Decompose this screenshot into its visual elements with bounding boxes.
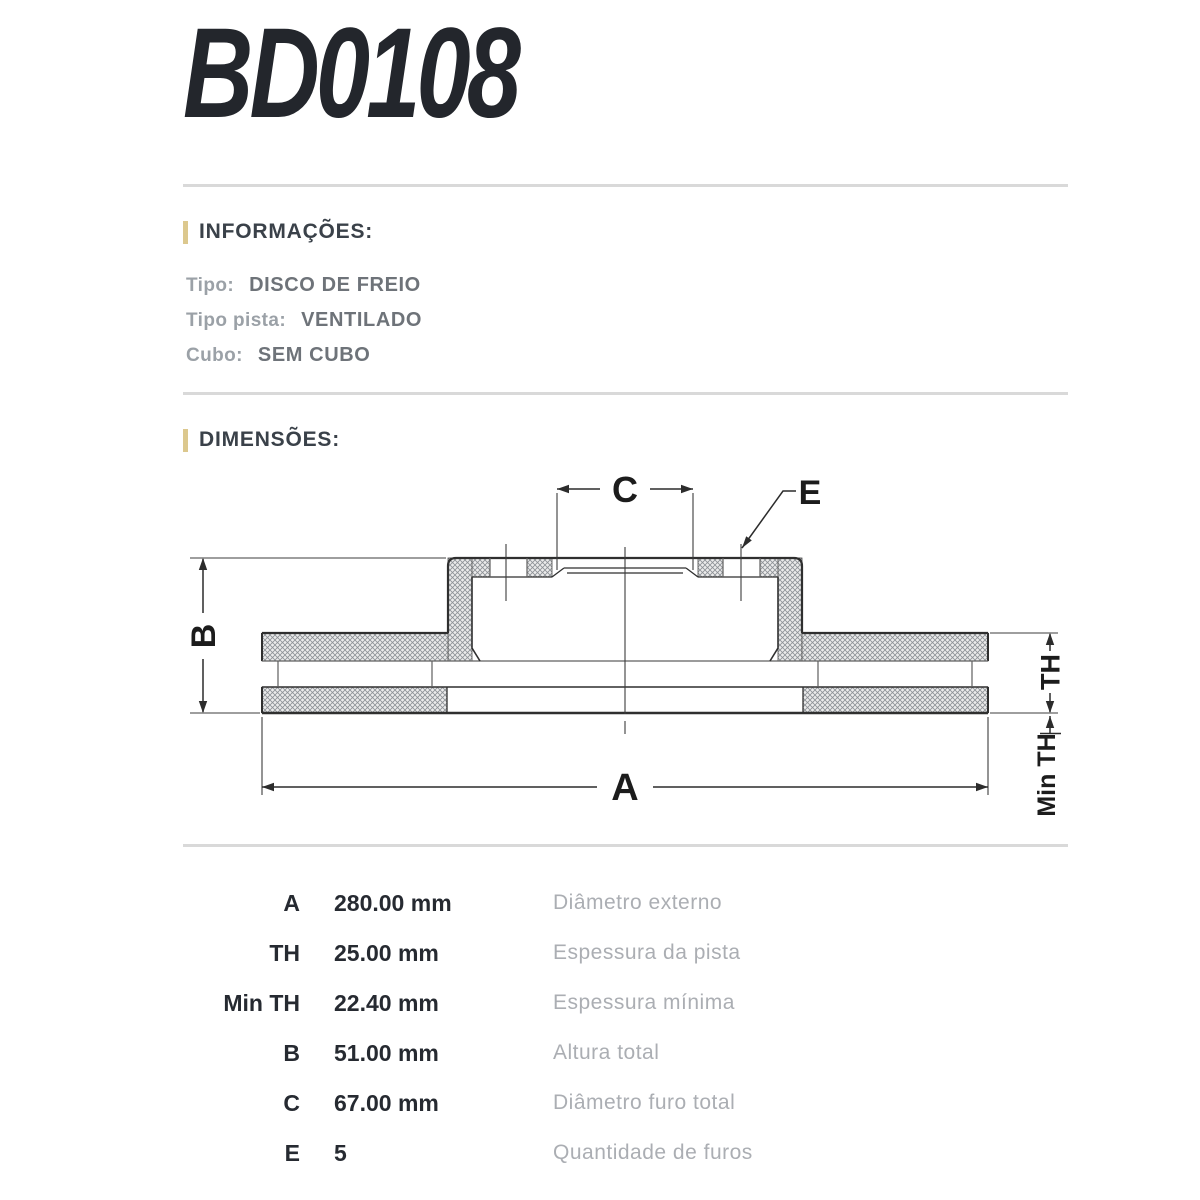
- hatch-region: [803, 687, 988, 713]
- hatch-region: [262, 633, 448, 661]
- table-row: [150, 1028, 1068, 1078]
- dim-description: Quantidade de furos: [553, 1141, 753, 1164]
- informacoes-heading-text: INFORMAÇÕES:: [199, 220, 374, 243]
- table-row: [150, 978, 1068, 1028]
- dimension-label-min-th: Min TH: [1033, 733, 1061, 817]
- brake-disc-cross-section-diagram: [150, 460, 1100, 850]
- hatch-region: [262, 687, 447, 713]
- info-value: VENTILADO: [301, 309, 423, 331]
- dim-description: Diâmetro furo total: [553, 1091, 736, 1114]
- dim-value: 22.40 mm: [334, 989, 439, 1016]
- table-row: [150, 1078, 1068, 1128]
- dim-value: 25.00 mm: [334, 939, 439, 966]
- table-row: [150, 1128, 1068, 1178]
- dim-key: C: [283, 1089, 300, 1116]
- info-value: SEM CUBO: [257, 344, 371, 366]
- dimensoes-section-heading: [183, 427, 340, 453]
- dimension-label-a: A: [611, 767, 639, 809]
- table-row: [150, 928, 1068, 978]
- dim-description: Diâmetro externo: [553, 891, 723, 914]
- dim-value: 51.00 mm: [334, 1039, 439, 1066]
- dimension-e: [742, 474, 821, 548]
- dim-description: Altura total: [553, 1041, 660, 1064]
- hatch-region: [698, 558, 723, 577]
- info-row-tipo-pista: [186, 303, 422, 338]
- dimensions-table: [150, 878, 1068, 1178]
- divider: [183, 844, 1068, 847]
- accent-bar: [183, 429, 188, 452]
- dimension-label-e: E: [798, 474, 822, 512]
- dimensoes-heading-text: DIMENSÕES:: [199, 428, 341, 451]
- divider: [183, 392, 1068, 395]
- dimension-label-c: C: [612, 469, 638, 510]
- hatch-region: [527, 558, 552, 577]
- dimension-th: [990, 633, 1066, 713]
- info-row-cubo: [186, 338, 422, 373]
- dim-key: E: [284, 1139, 300, 1166]
- dim-value: 280.00 mm: [334, 889, 452, 916]
- dimension-label-th: TH: [1035, 654, 1066, 690]
- dim-description: Espessura da pista: [553, 941, 741, 964]
- table-row: [150, 878, 1068, 928]
- hatch-region: [448, 558, 472, 661]
- dim-key: A: [283, 889, 300, 916]
- info-label: Tipo pista:: [186, 309, 287, 331]
- info-label: Cubo:: [186, 344, 243, 366]
- accent-bar: [183, 221, 188, 244]
- hatch-region: [778, 558, 802, 661]
- informacoes-section-heading: [183, 219, 373, 245]
- dim-key: TH: [269, 939, 300, 966]
- divider: [183, 184, 1068, 187]
- info-row-tipo: [186, 268, 422, 303]
- dimension-label-b: B: [185, 623, 224, 649]
- hatch-region: [802, 633, 988, 661]
- dim-value: 67.00 mm: [334, 1089, 439, 1116]
- info-value: DISCO DE FREIO: [249, 274, 421, 296]
- dim-key: Min TH: [223, 989, 300, 1016]
- dim-description: Espessura mínima: [553, 991, 735, 1014]
- info-label: Tipo:: [186, 274, 235, 296]
- dim-value: 5: [334, 1139, 347, 1166]
- informacoes-rows: [186, 268, 422, 373]
- page-title: BD0108: [183, 2, 518, 145]
- dimension-min-th: [1033, 716, 1061, 817]
- dim-key: B: [283, 1039, 300, 1066]
